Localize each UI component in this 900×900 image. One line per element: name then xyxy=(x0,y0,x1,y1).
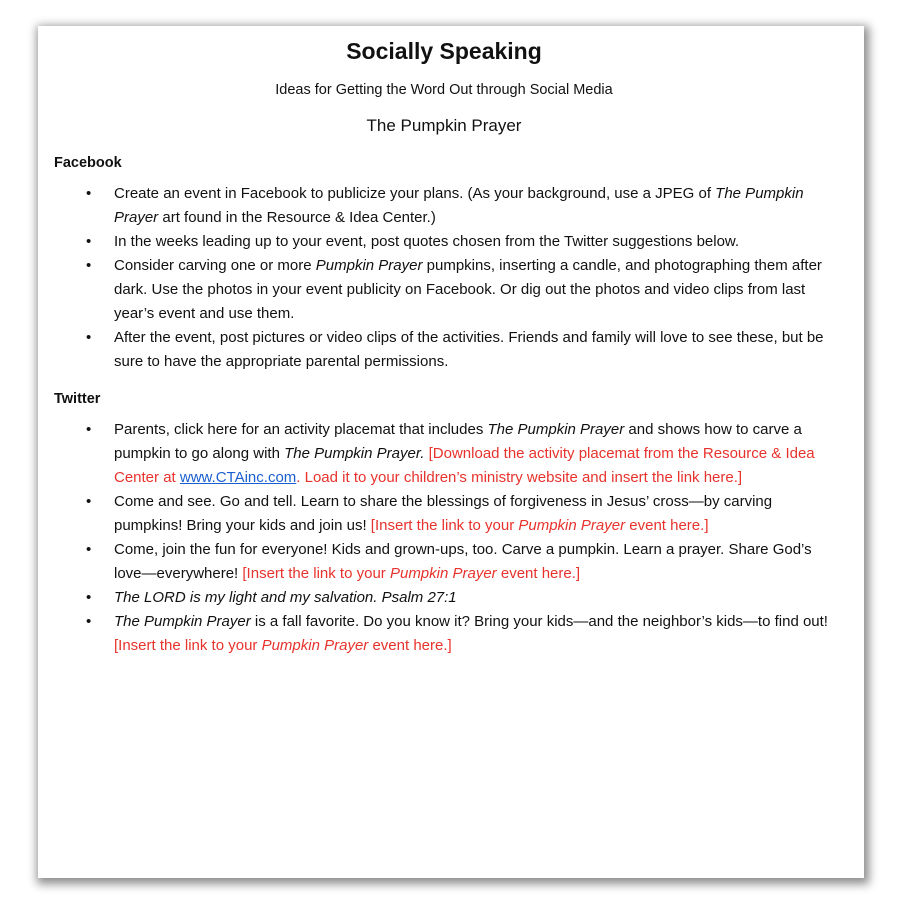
list-item: • Come, join the fun for everyone! Kids and grown-ups, too. Carve a pumpkin. Learn a prayer. Share God’s love—everywhere! [Insert the link to your Pumpkin Prayer event here.] xyxy=(114,538,834,586)
ctainc-link[interactable]: www.CTAinc.com xyxy=(179,469,297,486)
list-item: • Consider carving one or more Pumpkin Prayer pumpkins, inserting a candle, and photographing them after dark. Use the photos in your event publicity on Facebook. Or dig out the photos and video clips from last year’s event and use them. xyxy=(114,254,834,326)
list-item: • The LORD is my light and my salvation. Psalm 27:1 xyxy=(114,586,834,610)
page-title: Socially Speaking xyxy=(346,38,542,64)
facebook-list xyxy=(54,182,834,374)
facebook-heading: Facebook xyxy=(54,155,122,171)
twitter-list xyxy=(54,418,834,658)
list-item: • The Pumpkin Prayer is a fall favorite. Do you know it? Bring your kids—and the neighbor’s kids—to find out! [Insert the link to your Pumpkin Prayer event here.] xyxy=(114,610,834,658)
list-item: • Parents, click here for an activity placemat that includes The Pumpkin Prayer and shows how to carve a pumpkin to go along with The Pumpkin Prayer. [Download the activity placemat from the Resource & Idea Center at www.CTAinc.com. Load it to your children’s ministry website and insert the link here.] xyxy=(114,418,834,490)
placeholder-note: [Download the activity placemat from the Resource & Idea Center at www.CTAinc.com. Load it to your children’s ministry website and insert the link here.] xyxy=(114,445,815,486)
list-item: • After the event, post pictures or video clips of the activities. Friends and family will love to see these, but be sure to have the appropriate parental permissions. xyxy=(114,326,834,374)
list-item: • In the weeks leading up to your event, post quotes chosen from the Twitter suggestions below. xyxy=(114,230,834,254)
program-title: The Pumpkin Prayer xyxy=(366,116,522,135)
placeholder-note: [Insert the link to your Pumpkin Prayer event here.] xyxy=(370,517,709,534)
placeholder-note: [Insert the link to your Pumpkin Prayer event here.] xyxy=(114,637,452,654)
list-item: • Come and see. Go and tell. Learn to share the blessings of forgiveness in Jesus’ cross—by carving pumpkins! Bring your kids and join us! [Insert the link to your Pumpkin Prayer event here.] xyxy=(114,490,834,538)
placeholder-note: [Insert the link to your Pumpkin Prayer event here.] xyxy=(242,565,581,582)
document-page xyxy=(38,26,864,878)
page-subtitle: Ideas for Getting the Word Out through Social Media xyxy=(275,82,613,98)
twitter-heading: Twitter xyxy=(54,391,101,407)
list-item: • Create an event in Facebook to publicize your plans. (As your background, use a JPEG of The Pumpkin Prayer art found in the Resource & Idea Center.) xyxy=(114,182,834,230)
